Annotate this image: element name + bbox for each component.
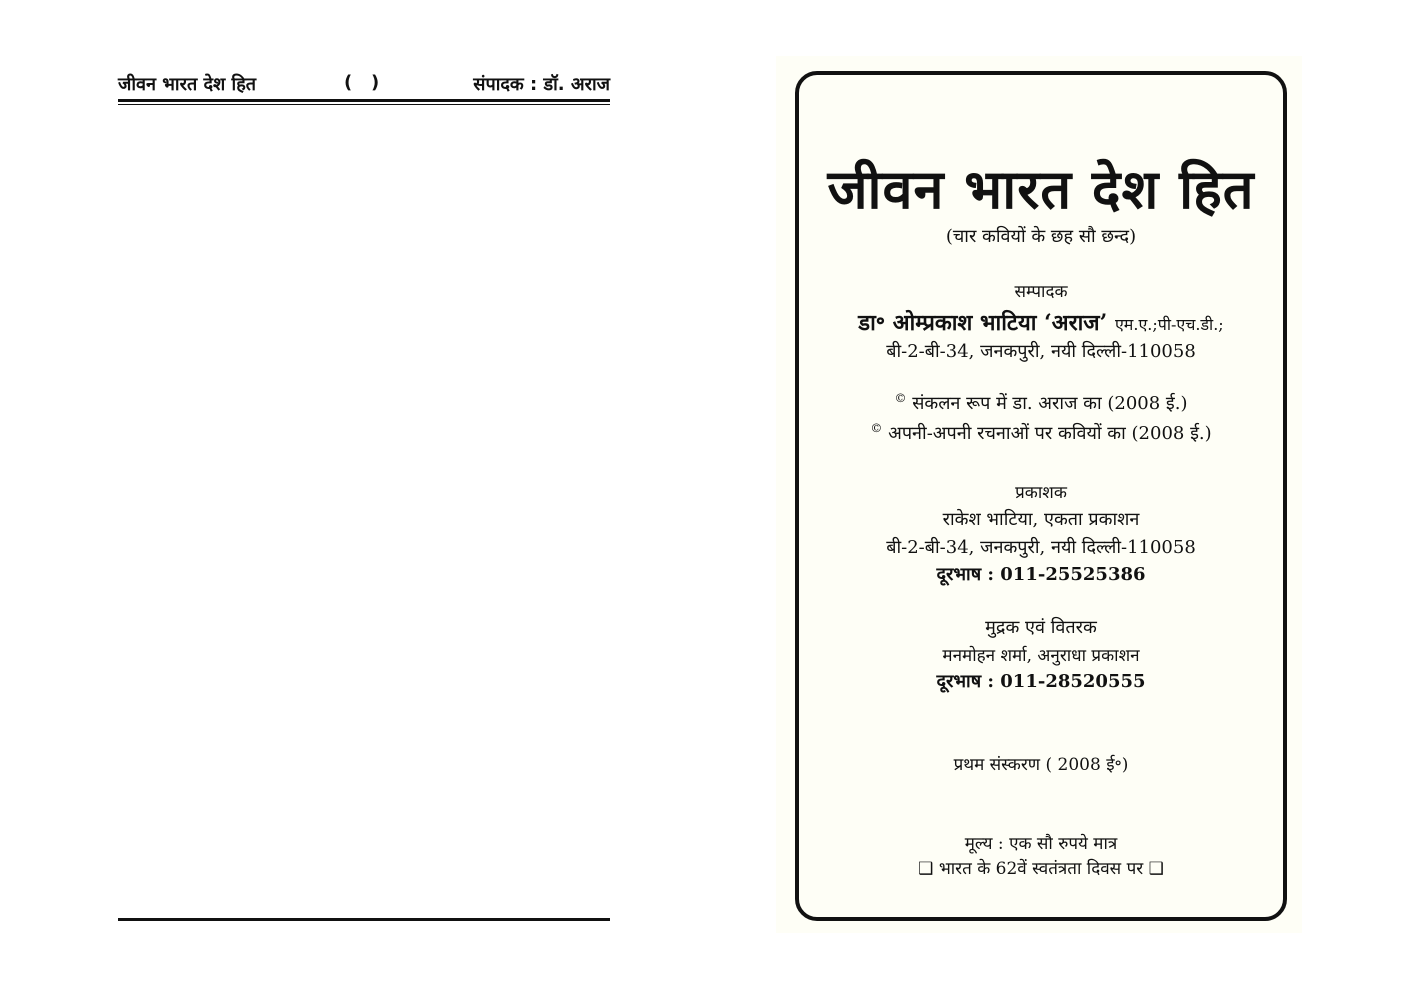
copyright-text-1: संकलन रूप में डा. अराज का (2008 ई.) <box>912 393 1188 414</box>
right-page <box>776 56 1302 933</box>
edition-line: प्रथम संस्करण ( 2008 ई॰) <box>953 755 1129 775</box>
running-header-title: जीवन भारत देश हित <box>118 74 257 95</box>
printer-name: मनमोहन शर्मा, अनुराधा प्रकाशन <box>942 646 1140 666</box>
title-page-frame <box>795 71 1287 921</box>
editor-name: डा॰ ओम्प्रकाश भाटिया ‘अराज’ <box>858 310 1108 336</box>
footer-rule <box>118 918 610 921</box>
occasion-text: भारत के 62वें स्वतंत्रता दिवस पर <box>938 859 1144 879</box>
header-double-rule <box>118 99 610 105</box>
editor-label: सम्पादक <box>1014 282 1068 302</box>
publisher-address: बी-2-बी-34, जनकपुरी, नयी दिल्ली-110058 <box>886 537 1196 558</box>
editor-address: बी-2-बी-34, जनकपुरी, नयी दिल्ली-110058 <box>886 341 1196 362</box>
copyright-text-2: अपनी-अपनी रचनाओं पर कवियों का (2008 ई.) <box>888 423 1212 444</box>
copyright-line-2 <box>799 421 1283 445</box>
copyright-icon: © <box>894 391 907 405</box>
running-header-editor: संपादक : डॉ. अराज <box>473 74 610 95</box>
publisher-name: राकेश भाटिया, एकता प्रकाशन <box>942 509 1140 530</box>
book-subtitle: (चार कवियों के छह सौ छन्द) <box>945 226 1137 247</box>
editor-degrees: एम.ए.;पी-एच.डी.; <box>1114 315 1224 334</box>
editor-name-line <box>799 307 1283 337</box>
page-number-placeholder: ( ) <box>344 72 380 93</box>
printer-phone: दूरभाष : 011-28520555 <box>936 671 1146 692</box>
checkbox-bullet-icon: ❑ <box>918 859 934 879</box>
printer-label: मुद्रक एवं वितरक <box>985 617 1097 638</box>
running-header <box>118 72 610 98</box>
publisher-label: प्रकाशक <box>1015 483 1067 503</box>
checkbox-bullet-icon: ❑ <box>1148 859 1164 879</box>
price-line: मूल्य : एक सौ रुपये मात्र <box>964 834 1118 854</box>
copyright-line-1 <box>799 391 1283 415</box>
copyright-icon: © <box>870 421 883 435</box>
book-title: जीवन भारत देश हित <box>827 158 1255 221</box>
publisher-phone: दूरभाष : 011-25525386 <box>936 564 1146 585</box>
occasion-line <box>799 856 1283 879</box>
